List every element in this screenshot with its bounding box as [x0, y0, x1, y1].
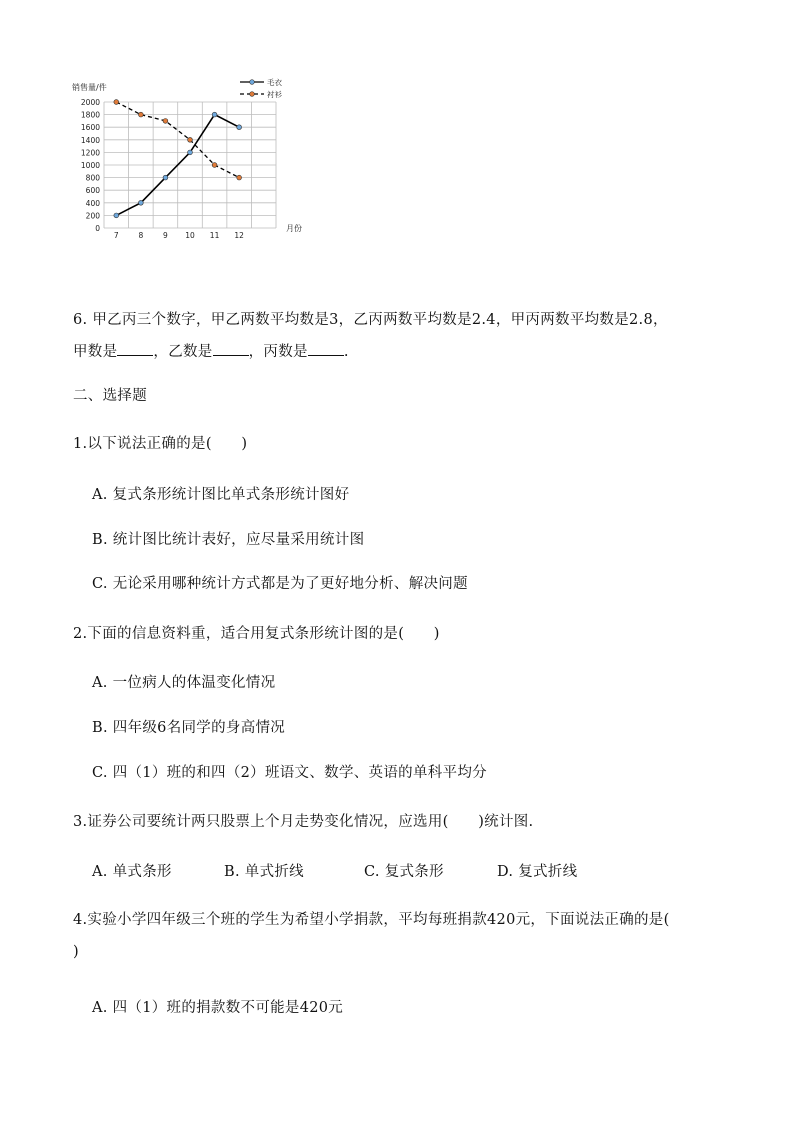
sales-line-chart: [70, 70, 320, 240]
data-point: [114, 213, 119, 218]
y-axis-label: 销售量/件: [72, 83, 107, 92]
legend-marker-1: [250, 92, 255, 97]
data-point: [188, 150, 193, 155]
y-tick-label: 1200: [80, 148, 100, 158]
q3-text: 3.证券公司要统计两只股票上个月走势变化情况，应选用( )统计图.: [73, 814, 534, 830]
y-tick-label: 1800: [80, 110, 100, 120]
y-tick-label: 1400: [80, 135, 100, 145]
y-tick-label: 2000: [80, 98, 100, 107]
y-tick-label: 1600: [80, 123, 100, 133]
y-tick-label: 800: [85, 173, 100, 183]
x-tick-label: 9: [163, 231, 168, 240]
y-tick-label: 600: [85, 186, 100, 196]
y-tick-label: 1000: [80, 161, 100, 170]
data-point: [114, 100, 119, 105]
q1-option-a[interactable]: A. 复式条形统计图比单式条形统计图好: [92, 487, 350, 503]
x-tick-label: 8: [138, 231, 144, 240]
data-point: [212, 112, 217, 117]
q4-text: 4.实验小学四年级三个班的学生为希望小学捐款，平均每班捐款420元，下面说法正确的是(: [73, 912, 670, 928]
q3-option-c[interactable]: C. 复式条形: [364, 864, 444, 880]
q4-text-cont: ): [73, 944, 79, 960]
data-point: [138, 200, 143, 205]
q6-c-label: ，丙数是: [248, 344, 308, 360]
y-tick-label: 200: [85, 211, 100, 221]
q3-option-b[interactable]: B. 单式折线: [224, 864, 304, 880]
q4-option-a[interactable]: A. 四（1）班的捐款数不可能是420元: [92, 1000, 344, 1016]
data-point: [138, 112, 143, 117]
q6-line2: [73, 340, 349, 361]
q3-options: [92, 860, 577, 881]
q6-a-label: 甲数是: [73, 344, 118, 360]
section-title: 二、选择题: [73, 388, 147, 404]
q1-option-b[interactable]: B. 统计图比统计表好，应尽量采用统计图: [92, 532, 365, 548]
q1-text: 1.以下说法正确的是( ): [73, 436, 248, 452]
y-tick-label: 400: [85, 198, 100, 208]
x-axis-label: 月份: [286, 224, 302, 233]
data-point: [163, 175, 168, 180]
data-point: [237, 175, 242, 180]
q2-option-c[interactable]: C. 四（1）班的和四（2）班语文、数学、英语的单科平均分: [92, 765, 487, 781]
q2-option-b[interactable]: B. 四年级6名同学的身高情况: [92, 720, 286, 736]
x-tick-label: 11: [209, 231, 220, 240]
q1-option-c[interactable]: C. 无论采用哪种统计方式都是为了更好地分析、解决问题: [92, 576, 468, 592]
q6-end: .: [343, 344, 349, 360]
data-point: [212, 163, 217, 168]
legend-label-0: 毛衣: [267, 78, 282, 87]
blank-c[interactable]: [308, 343, 344, 356]
chart-svg: [70, 70, 320, 240]
y-tick-label: 0: [95, 224, 100, 233]
data-point: [163, 119, 168, 124]
q2-option-a[interactable]: A. 一位病人的体温变化情况: [92, 675, 276, 691]
x-tick-label: 10: [185, 231, 195, 240]
q3-option-a[interactable]: A. 单式条形: [92, 864, 172, 880]
legend-label-1: 衬衫: [267, 90, 282, 99]
blank-b[interactable]: [213, 343, 249, 356]
x-tick-label: 7: [113, 231, 119, 240]
data-point: [237, 125, 242, 130]
q6-line1: 6. 甲乙丙三个数字，甲乙两数平均数是3，乙丙两数平均数是2.4，甲丙两数平均数是2.8，: [73, 312, 668, 328]
q2-text: 2.下面的信息资料重，适合用复式条形统计图的是( ): [73, 626, 440, 642]
blank-a[interactable]: [117, 343, 153, 356]
data-point: [188, 137, 193, 142]
x-tick-label: 12: [234, 231, 244, 240]
q6-b-label: ，乙数是: [153, 344, 213, 360]
legend-marker-0: [250, 80, 255, 85]
q3-option-d[interactable]: D. 复式折线: [497, 864, 578, 880]
